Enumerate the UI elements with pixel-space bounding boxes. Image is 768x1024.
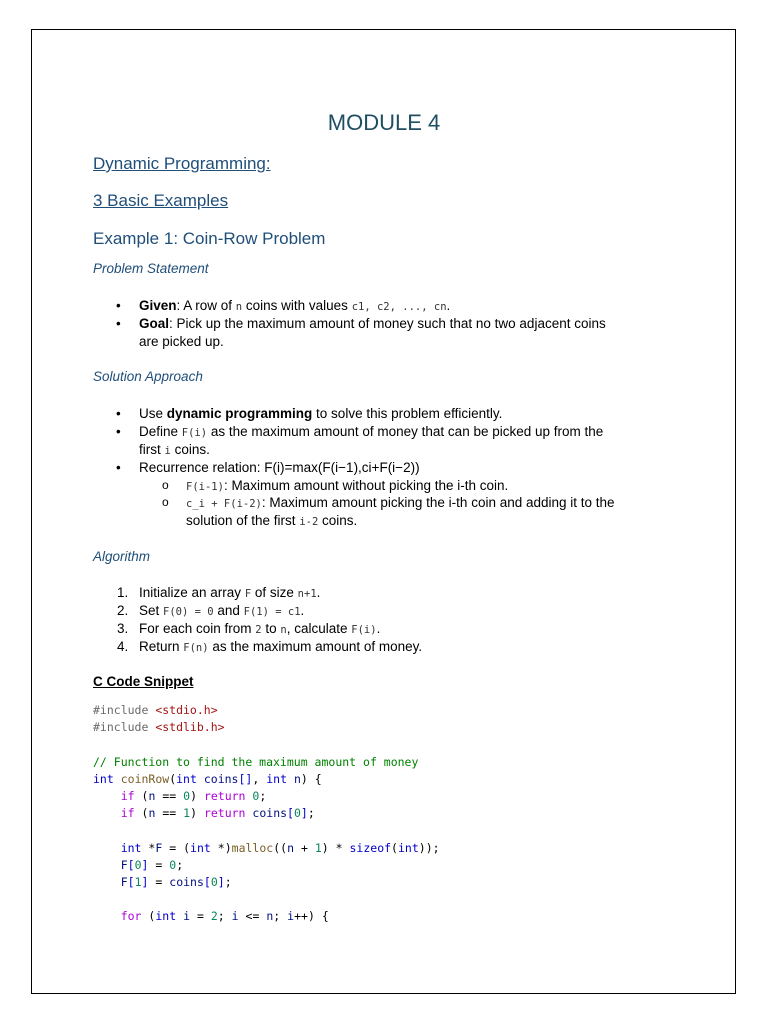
solution-approach-heading: Solution Approach (93, 369, 203, 384)
algorithm-step-4: 4. Return F(n) as the maximum amount of money. (117, 639, 423, 654)
algorithm-step-2: 2. Set F(0) = 0 and F(1) = c1. (117, 603, 305, 618)
heading-basic-examples[interactable]: 3 Basic Examples (93, 191, 229, 210)
algorithm-step-1: 1. Initialize an array F of size n+1. (117, 585, 321, 600)
list-item-define-cont: first i coins. (139, 442, 210, 457)
algorithm-step-3: 3. For each coin from 2 to n, calculate F(i). (117, 621, 381, 636)
bullet-icon: • (116, 424, 121, 439)
sublist-item-pick-cont: solution of the first i-2 coins. (186, 513, 358, 528)
bullet-icon: • (116, 316, 121, 331)
bullet-icon: • (116, 406, 121, 421)
sublist-item-skip: o F(i-1): Maximum amount without picking the i-th coin. (162, 478, 509, 493)
code-line: #include <stdio.h> (93, 703, 218, 717)
list-item-given: • Given: A row of n coins with values c1, c2, ..., cn. (116, 298, 451, 313)
heading-dynamic-programming[interactable]: Dynamic Programming: (93, 154, 271, 173)
algorithm-heading: Algorithm (93, 549, 151, 564)
list-item-use: • Use dynamic programming to solve this problem efficiently. (116, 406, 503, 421)
code-snippet-heading: C Code Snippet (93, 674, 194, 689)
code-line: // Function to find the maximum amount of money (93, 754, 419, 769)
problem-statement-heading: Problem Statement (93, 261, 209, 276)
circle-bullet-icon: o (162, 478, 169, 492)
list-item-goal-cont: are picked up. (139, 334, 224, 349)
example-title: Example 1: Coin-Row Problem (93, 229, 326, 248)
list-item-define: • Define F(i) as the maximum amount of money that can be picked up from the (116, 424, 604, 439)
page-title: MODULE 4 (327, 110, 441, 135)
code-line: for (int i = 2; i <= n; i++) { (120, 909, 329, 924)
code-line (93, 822, 440, 839)
code-line (93, 891, 440, 908)
code-line: if (n == 1) return coins[0]; (120, 806, 315, 821)
bullet-icon: • (116, 460, 121, 475)
code-line: if (n == 0) return 0; (120, 788, 267, 803)
code-line: F[0] = 0; (120, 857, 184, 872)
list-item-goal: • Goal: Pick up the maximum amount of money such that no two adjacent coins (116, 316, 606, 331)
bullet-icon: • (116, 298, 121, 313)
list-item-recurrence: • Recurrence relation: F(i)=max(F(i−1),ci+F(i−2)) (116, 460, 420, 475)
code-line: F[1] = coins[0]; (120, 874, 232, 889)
code-block (93, 702, 440, 925)
code-line: #include <stdlib.h> (93, 720, 225, 735)
sublist-item-pick: o c_i + F(i-2): Maximum amount picking the i-th coin and adding it to the (162, 495, 615, 510)
circle-bullet-icon: o (162, 495, 169, 509)
code-line (93, 736, 440, 753)
code-line: int coinRow(int coins[], int n) { (93, 771, 322, 786)
code-line: int *F = (int *)malloc((n + 1) * sizeof(int)); (120, 840, 440, 855)
